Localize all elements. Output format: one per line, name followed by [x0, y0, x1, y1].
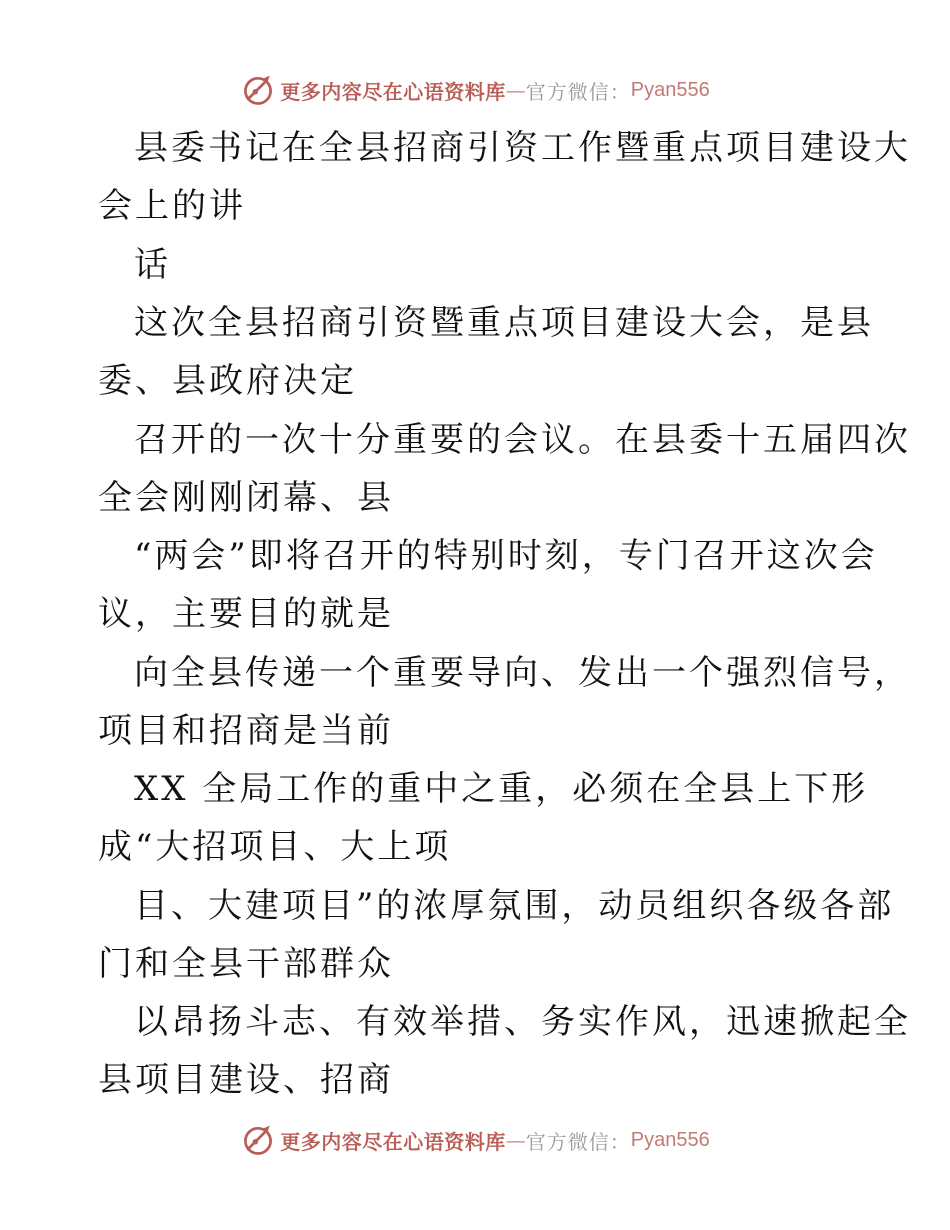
watermark-text: 更多内容尽在心语资料库 — [280, 79, 506, 104]
wechat-id: Pyan556 — [630, 78, 710, 101]
pen-logo-icon — [240, 72, 276, 108]
paragraph-line: 议，主要目的就是 — [98, 594, 394, 634]
document-title-line-2: 会上的讲 — [98, 186, 246, 226]
paragraph-line: 这次全县招商引资暨重点项目建设大会，是县 — [134, 303, 874, 343]
paragraph-line: 项目和招商是当前 — [98, 711, 394, 751]
paragraph-line: 委、县政府决定 — [98, 361, 357, 401]
watermark-text: 更多内容尽在心语资料库 — [280, 1129, 506, 1154]
paragraph-line: 全会刚刚闭幕、县 — [98, 478, 394, 518]
document-title-line-1: 县委书记在全县招商引资工作暨重点项目建设大 — [134, 128, 911, 168]
paragraph-line: 目、大建项目”的浓厚氛围，动员组织各级各部 — [134, 886, 895, 926]
pen-logo-icon — [240, 1122, 276, 1158]
paragraph-line: XX 全局工作的重中之重，必须在全县上下形 — [134, 769, 869, 809]
paragraph-line: 以昂扬斗志、有效举措、务实作风，迅速掀起全 — [134, 1002, 911, 1042]
paragraph-line: 向全县传递一个重要导向、发出一个强烈信号， — [134, 653, 911, 693]
watermark-dash: — — [505, 78, 526, 102]
wechat-label: 官方微信： — [525, 1129, 631, 1154]
wechat-id: Pyan556 — [630, 1128, 710, 1151]
document-title-line-3: 话 — [134, 245, 171, 285]
paragraph-line: 门和全县干部群众 — [98, 944, 394, 984]
paragraph-line: “两会”即将召开的特别时刻，专门召开这次会 — [134, 536, 878, 576]
footer-watermark — [0, 1120, 950, 1160]
watermark-dash: — — [505, 1128, 526, 1152]
paragraph-line: 县项目建设、招商 — [98, 1060, 394, 1100]
paragraph-line: 成“大招项目、大上项 — [98, 827, 452, 867]
wechat-label: 官方微信： — [525, 79, 631, 104]
paragraph-line: 召开的一次十分重要的会议。在县委十五届四次 — [134, 420, 911, 460]
header-watermark — [0, 70, 950, 110]
